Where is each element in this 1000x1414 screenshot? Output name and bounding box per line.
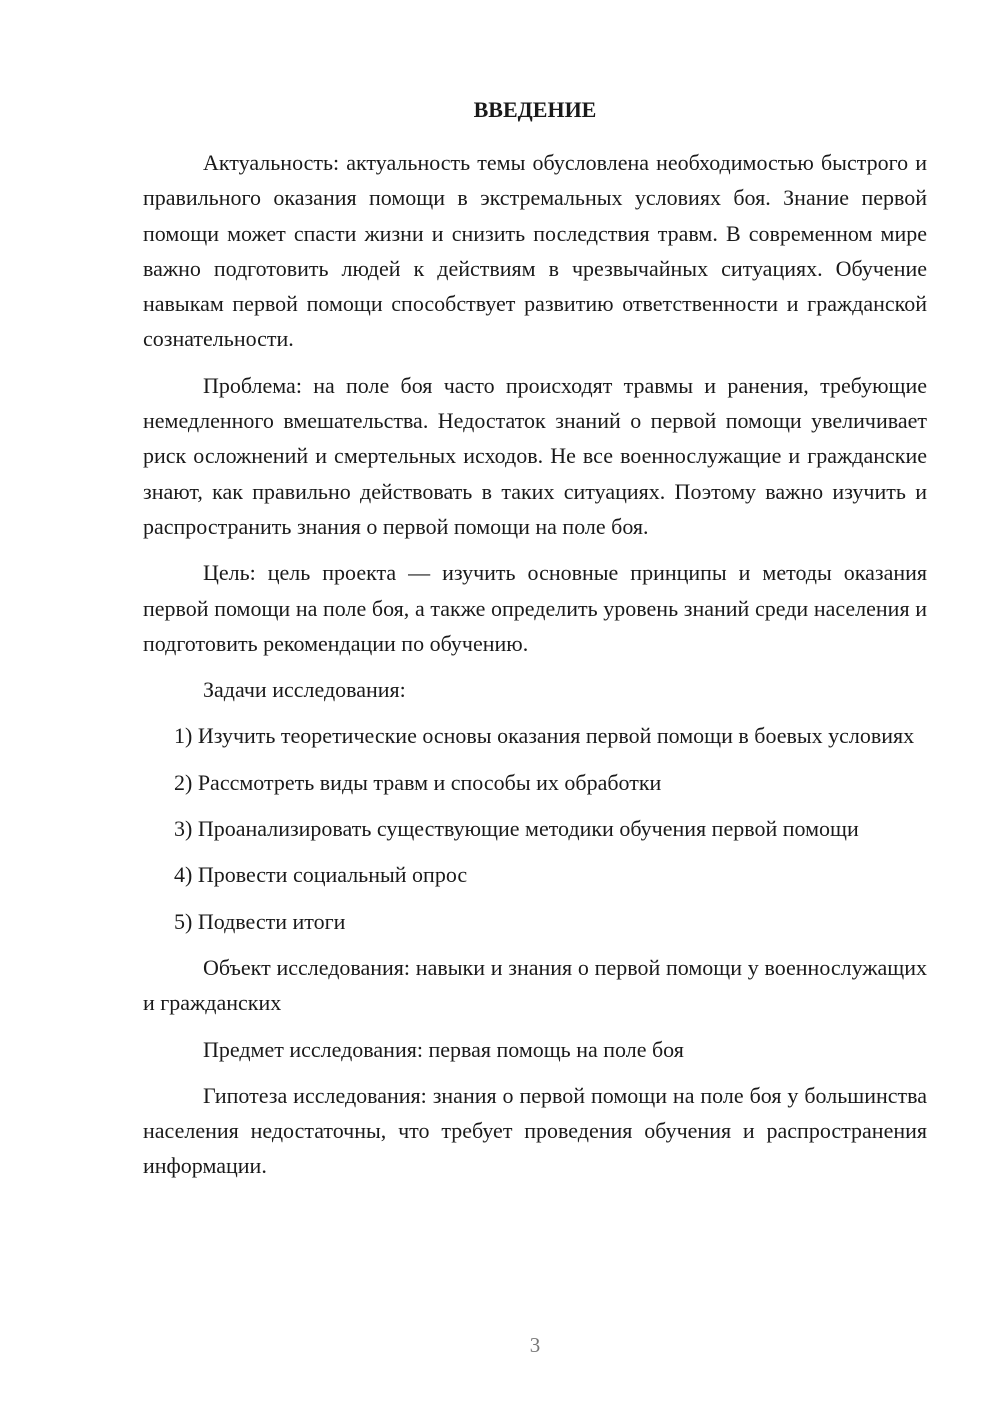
hypothesis-paragraph: Гипотеза исследования: знания о первой помощи на поле боя у большинства населения недостаточны, что требует проведения обучения и распространения информации. (143, 1082, 927, 1179)
tasks-heading: Задачи исследования: (203, 677, 406, 703)
task-item-3: 3) Проанализировать существующие методики обучения первой помощи (174, 816, 859, 842)
goal-paragraph: Цель: цель проекта — изучить основные принципы и методы оказания первой помощи на поле боя, а также определить уровень знаний среди населения и подготовить рекомендации по обучению. (143, 560, 927, 656)
problem-paragraph: Проблема: на поле боя часто происходят травмы и ранения, требующие немедленного вмешательства. Недостаток знаний о первой помощи увеличивает риск осложнений и смертельных исходов. Не все военнослужащие и гражданские знают, как правильно действовать в таких ситуациях. Поэтому важно изучить и распространить знания о первой помощи на поле боя. (143, 372, 927, 539)
task-item-4: 4) Провести социальный опрос (174, 862, 468, 888)
page-number: 3 (529, 1333, 541, 1357)
document-page (143, 92, 927, 1195)
task-item-5: 5) Подвести итоги (174, 908, 346, 934)
task-item-1: 1) Изучить теоретические основы оказания первой помощи в боевых условиях (174, 723, 915, 749)
subject-paragraph: Предмет исследования: первая помощь на поле боя (203, 1036, 684, 1062)
object-paragraph: Объект исследования: навыки и знания о первой помощи у военнослужащих и гражданских (143, 954, 927, 1016)
relevance-paragraph: Актуальность: актуальность темы обусловлена необходимостью быстрого и правильного оказания помощи в экстремальных условиях боя. Знание первой помощи может спасти жизни и снизить последствия травм. В современном мире важно подготовить людей к действиям в чрезвычайных ситуациях. Обучение навыкам первой помощи способствует развитию ответственности и гражданской сознательности. (143, 150, 927, 352)
task-item-2: 2) Рассмотреть виды травм и способы их обработки (174, 769, 662, 795)
section-title: ВВЕДЕНИЕ (473, 97, 597, 122)
